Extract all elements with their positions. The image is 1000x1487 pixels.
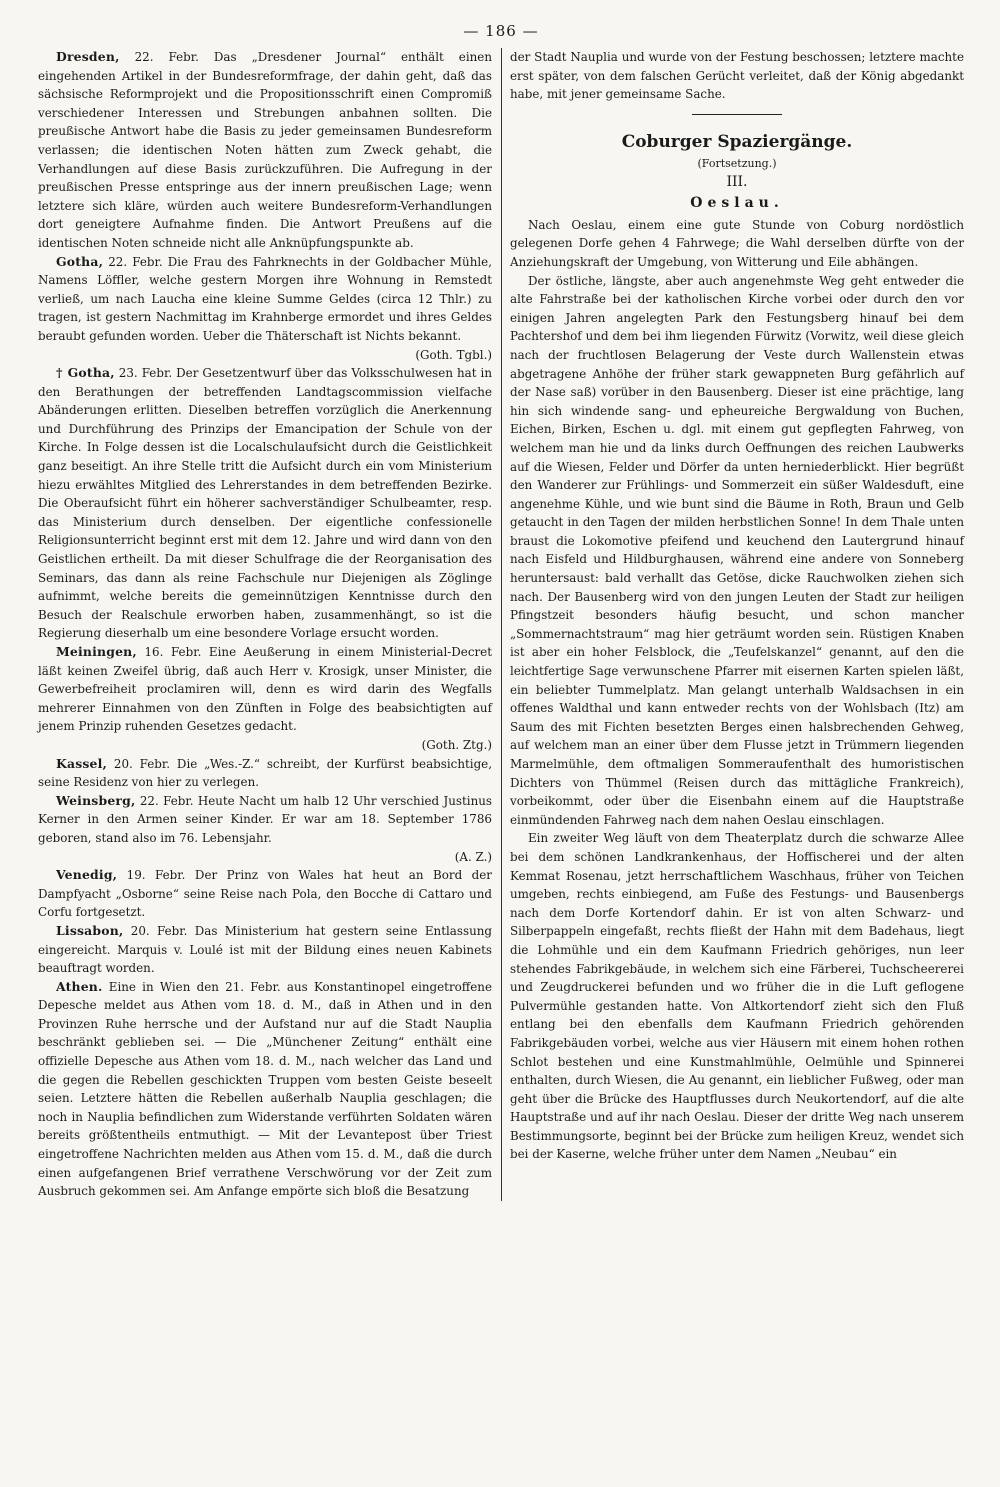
section-rule [692, 114, 782, 115]
left-column [38, 48, 492, 1201]
continued-text: der Stadt Nauplia und wurde von der Festung beschossen; letztere machte erst später, von dem falschen Gerücht verleitet, daß der König abgedankt habe, mit jener gemeinsame Sache. [510, 50, 964, 102]
news-text: 20. Febr. Die „Wes.-Z.“ schreibt, der Kurfürst beabsichtige, seine Residenz von hier zu verlegen. [38, 756, 492, 790]
news-item-lissabon [38, 922, 492, 978]
article-subtitle: (Fortsetzung.) [697, 156, 777, 170]
news-source: (Goth. Ztg.) [421, 737, 492, 752]
news-lead: Dresden, [56, 49, 120, 64]
column-divider [501, 48, 502, 1201]
news-item-venedig [38, 866, 492, 922]
columns [38, 48, 964, 1201]
news-lead: Kassel, [56, 755, 108, 771]
article-heading: Oeslau. [690, 194, 784, 211]
article-paragraph: Der östliche, längste, aber auch angenehmste Weg geht entweder die alte Fahrstraße bei der katholischen Kirche vorbei oder durch den vor einigen Jahren angelegten Park den Festungsberg hinauf bei dem Pachtershof und dem bei ihm liegenden Fürwitz (Vorwitz, weil diese gleich nach der fruchtlosen Belagerung der Veste durch Wallenstein etwas abgetragene Anhöhe der früher stark gewappneten Burg gefährlich auf der Nase saß) vorüber in den Bausenberg. Dieser ist eine prächtige, lang hin sich windende sang- und epheureiche Bergwaldung von Buchen, Eichen, Birken, Eschen u. dgl. mit einem gut gepflegten Fahrweg, von welchem man hie und da links durch Oeffnungen des reichen Laubwerks auf die Wiesen, Felder und Dörfer da unten herniederblickt. Hier begrüßt den Wanderer zur Frühlings- und Sommerzeit ein süßer Waldesduft, eine angenehme Kühle, und wie bunt sind die Bäume in Roth, Braun und Gelb getaucht in den Tagen der milden herbstlichen Sonne! In dem Thale unten braust die Lokomotive pfeifend und keuchend den Lautergrund hinauf nach Eisfeld und Hildburghausen, während eine andere von Sonneberg heruntersaust: bald verhallt das Getöse, dicke Rauchwolken ziehen sich nach. Der Bausenberg wird von den jungen Leuten der Stadt zur heiligen Pfingstzeit besonders häufig besucht, und schon mancher „Sommernachtstraum“ mag hier geträumt worden sein. Rüstigen Knaben ist aber ein hoher Felsblock, die „Teufelskanzel“ genannt, auf den die leichtfertige Sage verwunschene Pfarrer mit eisernen Karten spielen läßt, ein beliebter Tummelplatz. Man gelangt unterhalb Waldsachsen in ein offenes Waldthal und kann entweder rechts von der Wohlsbach (Itz) am Saum des mit Fichten besetzten Berges einen halsbrechenden Gehweg, auf welchem man an einer über dem Flusse jetzt in Trümmern liegenden Marmelmühle, dem oftmaligen Sommeraufenthalt des humoristischen Dichters von Thümmel (Reisen durch das mittägliche Frankreich), vorbeikommt, oder über die Eisenbahn einem auf die Hauptstraße einmündenden Fahrweg nach dem nahen Oeslau einschlagen. [510, 273, 964, 827]
page-number: — 186 — [463, 22, 539, 40]
article-paragraph: Ein zweiter Weg läuft von dem Theaterplatz durch die schwarze Allee bei dem schönen Landkrankenhaus, der Hoffischerei und der alten Kemmat Rosenau, jetzt herrschaftlichem Waschhaus, früher von Teichen umgeben, rechts einbiegend, am Fuße des Festungs- und Bausenbergs nach dem Dorfe Kortendorf dahin. Er ist von alten Schwarz- und Silberpappeln eingefaßt, rechts fließt der Hahn mit dem Badehaus, liegt die Lohmühle und ein dem Kaufmann Friedrich gehöriges, nun leer stehendes Fabrikgebäude, in welchem sich eine Färberei, Tuchscheererei und Zeugdruckerei befunden und wo früher die in die Luft geflogene Pulvermühle gestanden hatte. Von Altkortendorf zieht sich den Fluß entlang bei den ebenfalls dem Kaufmann Friedrich gehörenden Fabrikgebäuden vorbei, welche aus vier Häusern mit einem hohen rothen Schlot bestehen und eine Kunstmahlmühle, Oelmühle und Spinnerei enthalten, durch Wiesen, die Au genannt, ein lieblicher Fußweg, oder man geht über die Brücke des Hauptflusses durch Neukortendorf, auf die alte Hauptstraße und auf ihr nach Oeslau. Dieser der dritte Weg nach unserem Bestimmungsorte, beginnt bei der Brücke zum heiligen Kreuz, wendet sich bei der Kaserne, welche früher unter dem Namen „Neubau“ ein [510, 831, 964, 1162]
news-item-kassel [38, 755, 492, 792]
news-item-gotha [38, 253, 492, 346]
news-item-meiningen [38, 643, 492, 736]
news-text: 22. Febr. Das „Dresdener Journal“ enthält einen eingehenden Artikel in der Bundesreformfrage, der dahin geht, daß das sächsische Reformprojekt und die Propositionsschrift einen Compromiß verschiedener Interessen und Strebungen anbahnen sollten. Die preußische Antwort habe die Basis zu jeder gemeinsamen Bundesreform verlassen; die identischen Noten hätten zum Zweck gehabt, die Verhandlungen auf diese Basis zurückzuführen. Die Aufregung in der preußischen Presse entspringe aus der innern preußischen Lage; wenn letztere sich kläre, würden auch weitere Bundesreform-Verhandlungen dort geneigtere Aufnahme finden. Die Antwort Preußens auf die identischen Noten schneide nicht alle Anknüpfungspunkte ab. [38, 50, 492, 250]
news-source: (Goth. Tgbl.) [415, 347, 492, 362]
article-title: Coburger Spaziergänge. [621, 131, 853, 152]
news-text: 19. Febr. Der Prinz von Wales hat heut an Bord der Dampfyacht „Osborne“ seine Reise nach Pola, den Bocche di Cattaro und Corfu fortgesetzt. [38, 868, 492, 920]
news-text: 20. Febr. Das Ministerium hat gestern seine Entlassung eingereicht. Marquis v. Loulé ist mit der Bildung eines neuen Kabinets beauftragt worden. [38, 923, 492, 976]
news-lead: Meiningen, [56, 644, 137, 659]
news-item-athen [38, 978, 492, 1201]
news-item-weinsberg [38, 792, 492, 848]
news-item-dresden [38, 48, 492, 253]
article-paragraph: Nach Oeslau, einem eine gute Stunde von Coburg nordöstlich gelegenen Dorfe gehen 4 Fahrwege; die Wahl derselben dürfte von der Anziehungskraft der Umgebung, von Witterung und Eile abhängen. [510, 217, 964, 269]
news-lead: Lissabon, [56, 922, 124, 938]
news-text: 16. Febr. Eine Aeußerung in einem Ministerial-Decret läßt keinen Zweifel übrig, daß auch Herr v. Krosigk, unser Minister, die Gewerbefreiheit proclamiren will, denn es wird darin des Wegfalls mehrerer Einnahmen von den Zünften in Folge des beabsichtigten auf jenem Prinzip ruhenden Gesetzes gedacht. [38, 645, 492, 734]
news-lead: Gotha, [56, 253, 104, 269]
news-lead: Athen. [56, 978, 103, 994]
news-lead: Venedig, [56, 867, 118, 883]
news-lead: † Gotha, [56, 365, 115, 381]
news-text: 23. Febr. Der Gesetzentwurf über das Volksschulwesen hat in den Berathungen der betreffenden Landtagscommission vielfache Abänderungen erlitten. Dieselben betreffen vorzüglich die Anerkennung und Durchführung des Prinzips der Emancipation der Schule von der Kirche. In Folge dessen ist die Localschulaufsicht durch die Geistlichkeit ganz beseitigt. An ihre Stelle tritt die Aufsicht durch ein vom Ministerium hiezu erwähltes Mitglied des Lehrerstandes in dem betreffenden Bezirke. Die Oberaufsicht führt ein höherer sachverständiger Schulbeamter, resp. das Ministerium durch denselben. Der eigentliche confessionelle Religionsunterricht beginnt erst mit dem 12. Jahre und wird dann von den Geistlichen ertheilt. Da mit dieser Schulfrage die der Reorganisation des Seminars, das dann als reine Fachschule nur Diejenigen als Zöglinge aufnimmt, welche bereits die gemeinnützigen Kenntnisse durch den Besuch der Realschule erworben haben, zusammenhängt, so ist die Regierung dieserhalb um eine besondere Vorlage ersucht worden. [38, 366, 492, 641]
news-lead: Weinsberg, [56, 792, 136, 808]
article-number: III. [726, 173, 748, 190]
news-text: 22. Febr. Die Frau des Fahrknechts in der Goldbacher Mühle, Namens Löffler, welche gestern Morgen ihre Wohnung in Remstedt verließ, um nach Laucha eine kleine Summe Geldes (circa 12 Thlr.) zu tragen, ist gestern Nachmittag im Krahnberge ermordet und ihres Geldes beraubt gefunden worden. Ueber die Thäterschaft ist Nichts bekannt. [38, 254, 492, 343]
news-text: Eine in Wien den 21. Febr. aus Konstantinopel eingetroffene Depesche meldet aus Athen vom 18. d. M., daß in Athen und in den Provinzen Ruhe herrsche und der Aufstand nur auf die Stadt Nauplia beschränkt geblieben sei. — Die „Münchener Zeitung“ enthält eine offizielle Depesche aus Athen vom 18. d. M., nach welcher das Land und die gegen die Rebellen geschickten Truppen vom besten Geiste beseelt seien. Letztere hätten die Rebellen außerhalb Nauplia geschlagen; die noch in Nauplia befindlichen zum Widerstande verführten Soldaten wären bereits größtentheils entmuthigt. — Mit der Levantepost über Triest eingetroffene Nachrichten melden aus Athen vom 15. d. M., daß die durch einen aufgefangenen Brief verrathene Verschwörung vor der Zeit zum Ausbruch gekommen sei. Am Anfange empörte sich bloß die Besatzung [38, 979, 492, 1199]
news-text: 22. Febr. Heute Nacht um halb 12 Uhr verschied Justinus Kerner in den Armen seiner Kinder. Er war am 18. September 1786 geboren, stand also im 76. Lebensjahr. [38, 793, 492, 845]
news-source: (A. Z.) [454, 849, 492, 864]
right-column [510, 48, 964, 1201]
news-item-gotha-2 [38, 364, 492, 643]
